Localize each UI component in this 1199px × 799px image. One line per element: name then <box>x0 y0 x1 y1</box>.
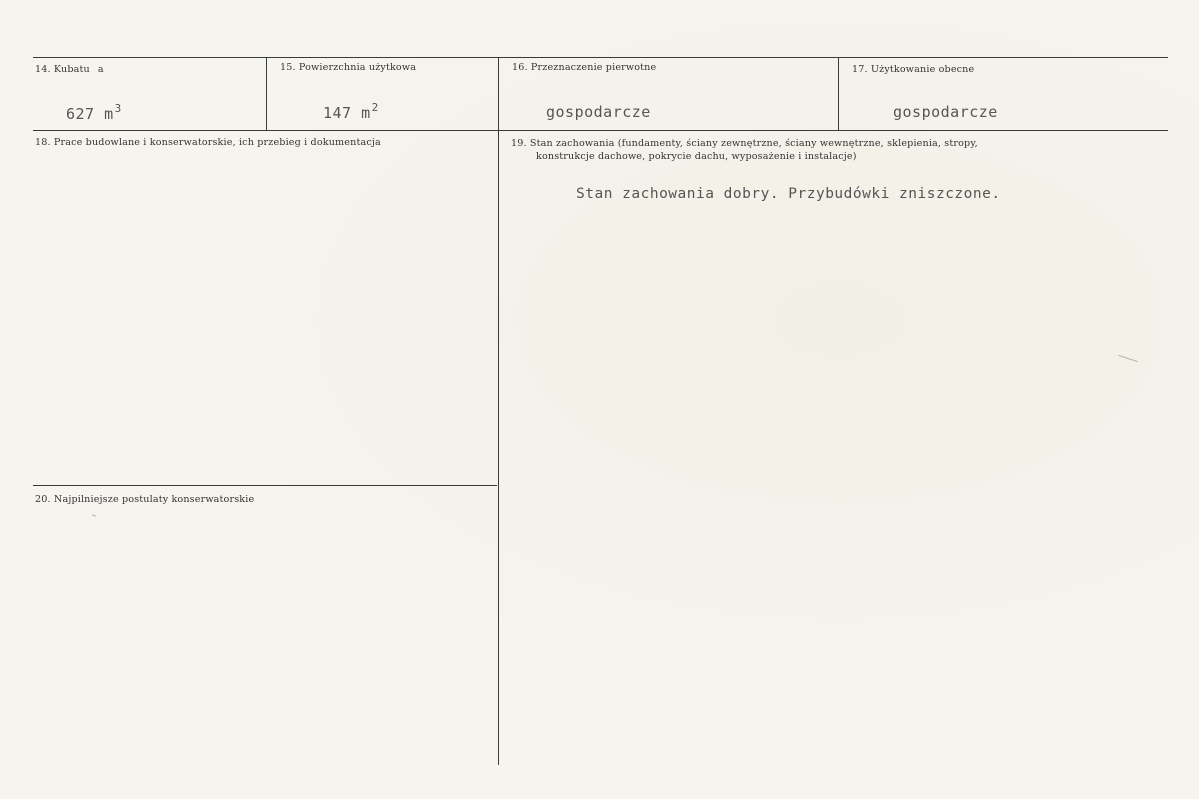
row-divider-left-lower <box>33 485 497 486</box>
field-16-value: gospodarcze <box>546 103 651 121</box>
field-14-label-text: 14. Kubatu <box>35 64 90 75</box>
row-divider-top <box>33 130 1168 131</box>
field-20-label: 20. Najpilniejsze postulaty konserwatorskie <box>35 494 255 505</box>
col-divider-15-16 <box>498 57 499 765</box>
field-14-value-text: 627 m <box>66 105 114 123</box>
field-15-unit-sup: 2 <box>371 101 379 114</box>
field-14-unit-sup: 3 <box>114 102 122 115</box>
field-17-value: gospodarcze <box>893 103 998 121</box>
field-19-label-line1: 19. Stan zachowania (fundamenty, ściany zewnętrzne, ściany wewnętrzne, sklepienia, stropy, <box>511 138 978 149</box>
field-19-value: Stan zachowania dobry. Przybudówki zniszczone. <box>576 186 1001 202</box>
field-15-value <box>323 101 379 122</box>
field-15-label: 15. Powierzchnia użytkowa <box>280 62 417 73</box>
top-rule <box>33 57 1168 58</box>
field-14-value <box>66 102 122 123</box>
col-divider-16-17 <box>838 57 839 130</box>
field-19-label <box>511 137 1071 163</box>
paper-speck <box>1118 355 1137 362</box>
field-19-label-line2: konstrukcje dachowe, pokrycie dachu, wyposażenie i instalacje) <box>536 151 857 162</box>
field-15-value-text: 147 m <box>323 104 371 122</box>
field-18-label: 18. Prace budowlane i konserwatorskie, ich przebieg i dokumentacja <box>35 137 381 148</box>
field-17-label: 17. Użytkowanie obecne <box>852 64 975 75</box>
field-14-label-tail: a <box>97 64 104 75</box>
paper-speck <box>92 514 96 516</box>
col-divider-14-15 <box>266 57 267 130</box>
field-16-label: 16. Przeznaczenie pierwotne <box>512 62 657 73</box>
field-14-label <box>35 64 104 75</box>
